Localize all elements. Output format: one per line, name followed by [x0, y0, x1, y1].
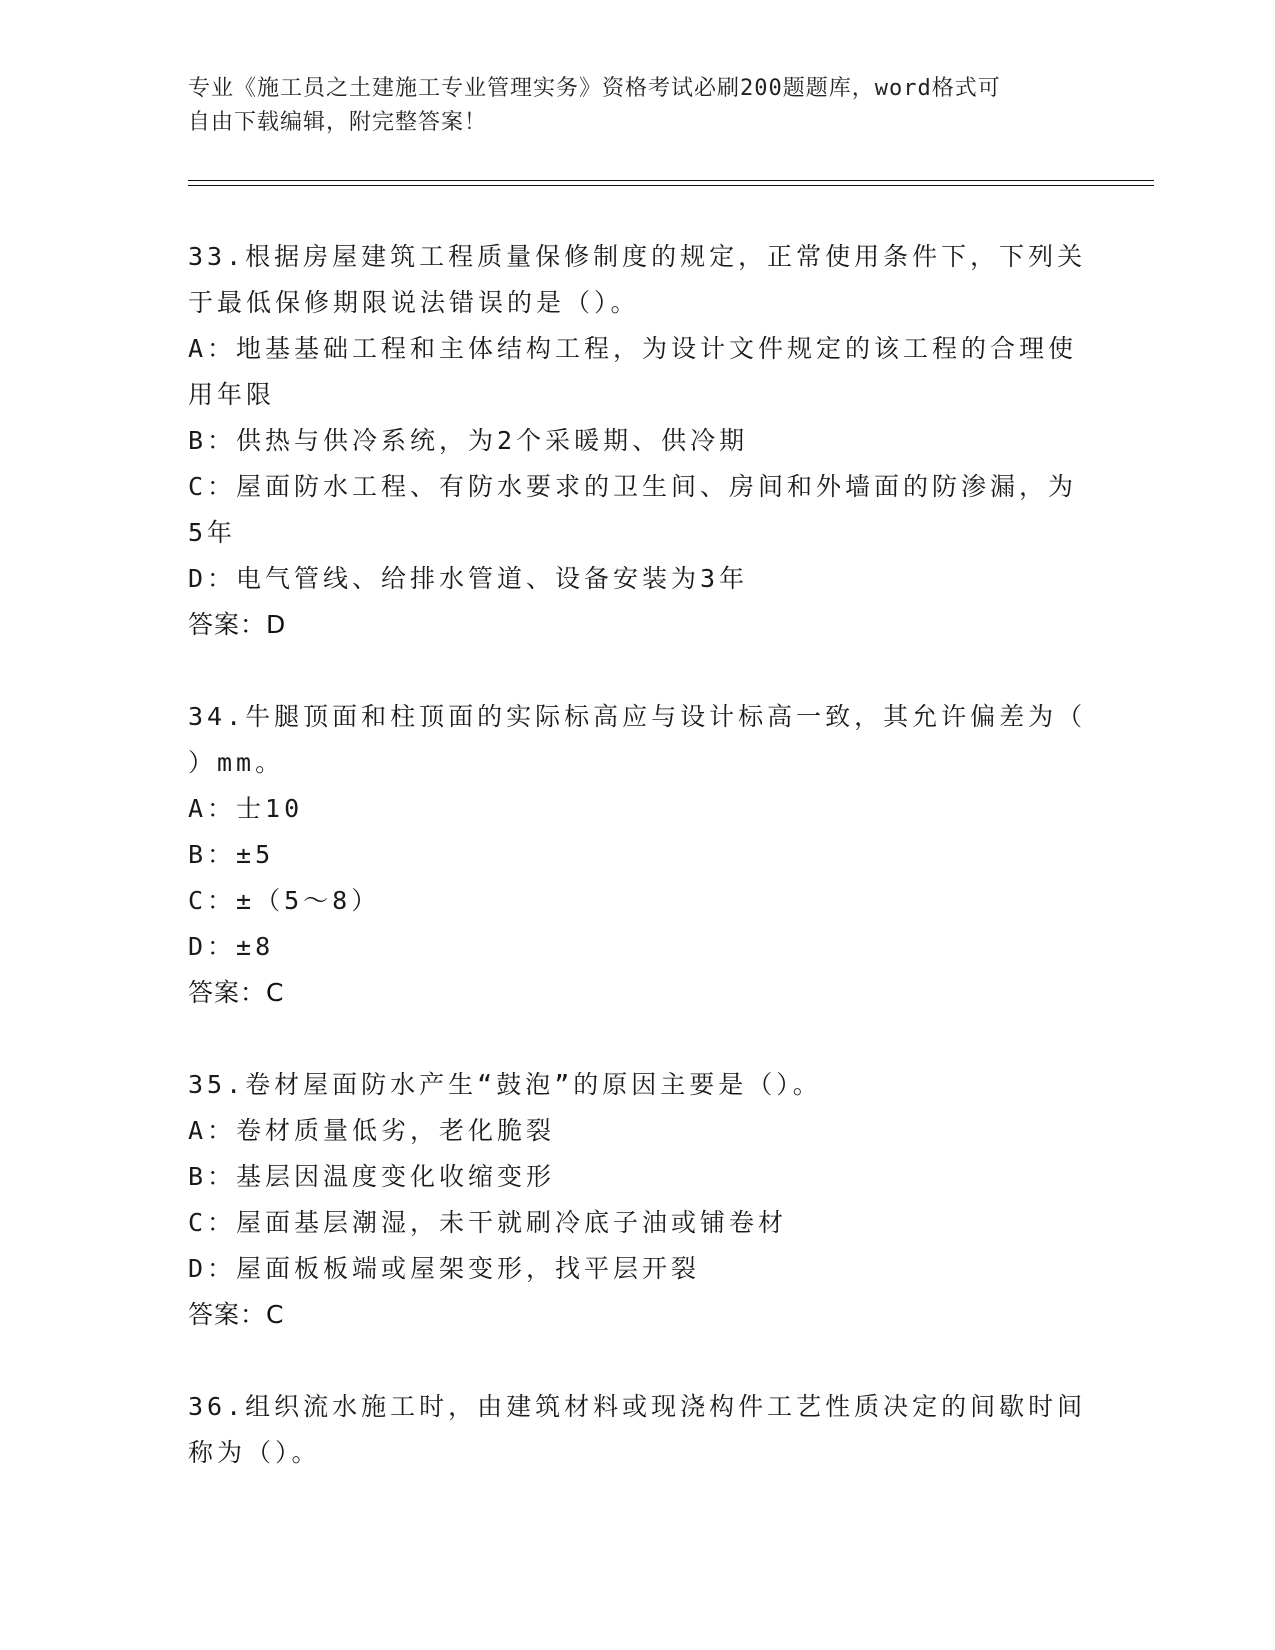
option-c: C：±（5～8） — [188, 886, 381, 915]
question-list — [188, 234, 1088, 1522]
question-35 — [188, 1062, 1088, 1338]
header-line-1: 专业《施工员之土建施工专业管理实务》资格考试必刷200题题库，word格式可 — [188, 76, 1001, 101]
option-a-continued: 用年限 — [188, 380, 276, 409]
option-c: C：屋面防水工程、有防水要求的卫生间、房间和外墙面的防渗漏，为 — [188, 472, 1078, 501]
question-stem-line: 33.根据房屋建筑工程质量保修制度的规定，正常使用条件下，下列关 — [188, 242, 1087, 271]
option-a: A：卷材质量低劣，老化脆裂 — [188, 1116, 556, 1145]
option-c: C：屋面基层潮湿，未干就刷冷底子油或铺卷材 — [188, 1208, 788, 1237]
header-rule-top — [188, 180, 1154, 181]
answer-label: 答案：D — [188, 610, 287, 639]
option-b: B：基层因温度变化收缩变形 — [188, 1162, 556, 1191]
option-b: B：±5 — [188, 840, 275, 869]
question-33 — [188, 234, 1088, 648]
question-34 — [188, 694, 1088, 1016]
header-line-2: 自由下载编辑，附完整答案！ — [188, 110, 488, 135]
question-36 — [188, 1384, 1088, 1476]
question-stem-line: 称为（）。 — [188, 1438, 321, 1467]
question-stem-line: 于最低保修期限说法错误的是（）。 — [188, 288, 640, 317]
option-d: D：屋面板板端或屋架变形，找平层开裂 — [188, 1254, 701, 1283]
option-d: D：±8 — [188, 932, 275, 961]
option-c-continued: 5年 — [188, 518, 237, 547]
question-stem-line: ）mm。 — [188, 748, 285, 777]
question-stem-line: 36.组织流水施工时，由建筑材料或现浇构件工艺性质决定的间歇时间 — [188, 1392, 1087, 1421]
option-a: A：士10 — [188, 794, 304, 823]
answer-label: 答案：C — [188, 978, 285, 1007]
question-stem-line: 34.牛腿顶面和柱顶面的实际标高应与设计标高一致，其允许偏差为（ — [188, 702, 1087, 731]
option-b: B：供热与供冷系统，为2个采暖期、供冷期 — [188, 426, 749, 455]
answer-label: 答案：C — [188, 1300, 285, 1329]
document-header — [188, 72, 1068, 140]
option-a: A：地基基础工程和主体结构工程，为设计文件规定的该工程的合理使 — [188, 334, 1078, 363]
option-d: D：电气管线、给排水管道、设备安装为3年 — [188, 564, 749, 593]
question-stem-line: 35.卷材屋面防水产生“鼓泡”的原因主要是（）。 — [188, 1070, 822, 1099]
header-rule-bottom — [188, 185, 1154, 186]
